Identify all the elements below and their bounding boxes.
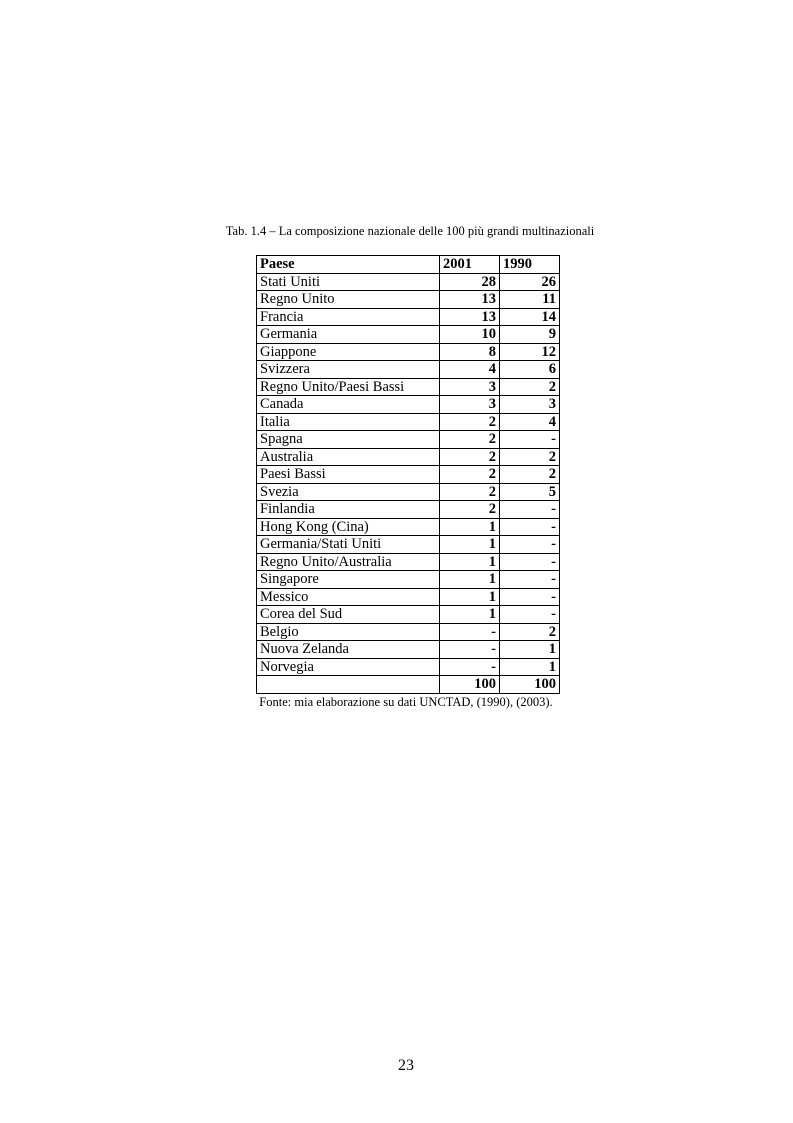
value-1990-cell: 4 <box>500 413 560 431</box>
value-1990-cell: 6 <box>500 361 560 379</box>
table-row <box>257 588 560 606</box>
value-2001-cell: 2 <box>440 448 500 466</box>
value-1990-cell: - <box>500 501 560 519</box>
value-1990-cell: 5 <box>500 483 560 501</box>
value-1990-cell: - <box>500 553 560 571</box>
multinationals-table <box>256 255 560 694</box>
value-2001-cell: 2 <box>440 413 500 431</box>
total-row <box>257 676 560 694</box>
value-1990-cell: 9 <box>500 326 560 344</box>
country-cell: Australia <box>257 448 440 466</box>
table-body <box>257 273 560 693</box>
country-cell: Canada <box>257 396 440 414</box>
country-cell: Italia <box>257 413 440 431</box>
value-2001-cell: 1 <box>440 571 500 589</box>
total-value-cell: 100 <box>440 676 500 694</box>
country-cell: Germania/Stati Uniti <box>257 536 440 554</box>
value-2001-cell: - <box>440 641 500 659</box>
value-2001-cell: 13 <box>440 308 500 326</box>
table-caption: Tab. 1.4 – La composizione nazionale delle 100 più grandi multinazionali <box>225 224 595 238</box>
country-cell: Nuova Zelanda <box>257 641 440 659</box>
value-2001-cell: 1 <box>440 536 500 554</box>
value-2001-cell: 28 <box>440 273 500 291</box>
value-2001-cell: 4 <box>440 361 500 379</box>
table-row <box>257 273 560 291</box>
value-2001-cell: 13 <box>440 291 500 309</box>
value-2001-cell: 1 <box>440 606 500 624</box>
country-cell: Giappone <box>257 343 440 361</box>
country-cell: Svizzera <box>257 361 440 379</box>
value-2001-cell: 1 <box>440 553 500 571</box>
country-cell: Regno Unito <box>257 291 440 309</box>
table-row <box>257 658 560 676</box>
table-header-row <box>257 256 560 274</box>
value-2001-cell: 8 <box>440 343 500 361</box>
total-value-cell: 100 <box>500 676 560 694</box>
table-source: Fonte: mia elaborazione su dati UNCTAD, (1990), (2003). <box>259 695 553 709</box>
table-row <box>257 413 560 431</box>
value-1990-cell: - <box>500 606 560 624</box>
country-cell: Paesi Bassi <box>257 466 440 484</box>
table-row <box>257 466 560 484</box>
table-row <box>257 641 560 659</box>
country-cell: Hong Kong (Cina) <box>257 518 440 536</box>
value-2001-cell: 2 <box>440 501 500 519</box>
country-cell: Finlandia <box>257 501 440 519</box>
value-1990-cell: 1 <box>500 658 560 676</box>
value-1990-cell: - <box>500 588 560 606</box>
value-1990-cell: 2 <box>500 623 560 641</box>
header-1990: 1990 <box>500 256 560 274</box>
value-1990-cell: - <box>500 518 560 536</box>
country-cell: Norvegia <box>257 658 440 676</box>
value-2001-cell: 3 <box>440 396 500 414</box>
country-cell: Singapore <box>257 571 440 589</box>
table-row <box>257 431 560 449</box>
value-2001-cell: 1 <box>440 588 500 606</box>
country-cell: Regno Unito/Australia <box>257 553 440 571</box>
country-cell: Francia <box>257 308 440 326</box>
value-1990-cell: 3 <box>500 396 560 414</box>
value-2001-cell: 10 <box>440 326 500 344</box>
table-row <box>257 571 560 589</box>
header-2001: 2001 <box>440 256 500 274</box>
value-2001-cell: - <box>440 658 500 676</box>
value-1990-cell: - <box>500 571 560 589</box>
value-2001-cell: 2 <box>440 483 500 501</box>
table-row <box>257 553 560 571</box>
value-1990-cell: - <box>500 536 560 554</box>
page-number: 23 <box>398 1057 414 1074</box>
table-row <box>257 378 560 396</box>
table-row <box>257 326 560 344</box>
table-row <box>257 291 560 309</box>
table-row <box>257 623 560 641</box>
value-2001-cell: - <box>440 623 500 641</box>
table-row <box>257 343 560 361</box>
country-cell: Messico <box>257 588 440 606</box>
country-cell: Spagna <box>257 431 440 449</box>
table-row <box>257 501 560 519</box>
country-cell: Germania <box>257 326 440 344</box>
header-country: Paese <box>257 256 440 274</box>
table-row <box>257 396 560 414</box>
value-2001-cell: 2 <box>440 431 500 449</box>
value-1990-cell: 2 <box>500 448 560 466</box>
country-cell: Svezia <box>257 483 440 501</box>
value-2001-cell: 2 <box>440 466 500 484</box>
value-1990-cell: - <box>500 431 560 449</box>
value-1990-cell: 11 <box>500 291 560 309</box>
country-cell: Stati Uniti <box>257 273 440 291</box>
value-1990-cell: 12 <box>500 343 560 361</box>
value-1990-cell: 2 <box>500 378 560 396</box>
value-2001-cell: 1 <box>440 518 500 536</box>
total-label-cell <box>257 676 440 694</box>
table-row <box>257 448 560 466</box>
table-row <box>257 483 560 501</box>
value-1990-cell: 26 <box>500 273 560 291</box>
table-row <box>257 536 560 554</box>
table-row <box>257 308 560 326</box>
table-row <box>257 361 560 379</box>
country-cell: Corea del Sud <box>257 606 440 624</box>
country-cell: Regno Unito/Paesi Bassi <box>257 378 440 396</box>
value-2001-cell: 3 <box>440 378 500 396</box>
value-1990-cell: 1 <box>500 641 560 659</box>
table-row <box>257 606 560 624</box>
value-1990-cell: 14 <box>500 308 560 326</box>
table-row <box>257 518 560 536</box>
country-cell: Belgio <box>257 623 440 641</box>
value-1990-cell: 2 <box>500 466 560 484</box>
